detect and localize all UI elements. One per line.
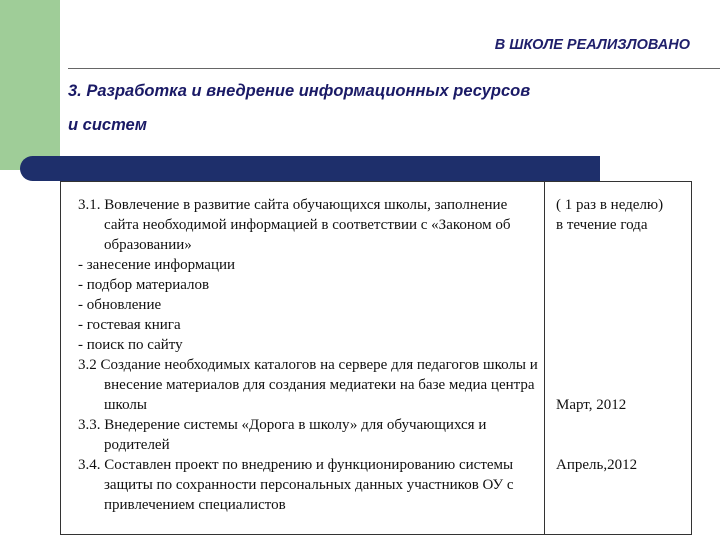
header-rule: [68, 68, 720, 69]
item-3-1: 3.1. Вовлечение в развитие сайта обучающихся школы, заполнение сайта необходимой информацией в соответствии с «Законом об образовании»: [78, 197, 511, 253]
date-march: Март, 2012: [556, 397, 627, 413]
subitem-update: - обновление: [78, 297, 162, 313]
column-divider: [544, 181, 545, 535]
subitem-guestbook: - гостевая книга: [78, 317, 181, 333]
title-line-1: 3. Разработка и внедрение информационных ресурсов: [68, 82, 531, 100]
item-3-2: 3.2 Создание необходимых каталогов на сервере для педагогов школы и внесение материалов для создания медиатеки на базе медиа центра школы: [78, 357, 538, 413]
date-april: Апрель,2012: [556, 457, 638, 473]
schedule-cell: [556, 195, 663, 235]
item-3-4: 3.4. Составлен проект по внедрению и функционированию системы защиты по сохранности персональных данных участников ОУ с привлечением специалистов: [78, 457, 514, 513]
item-3-3: 3.3. Внедерение системы «Дорога в школу» для обучающихся и родителей: [78, 417, 487, 453]
title-bar: [20, 156, 600, 181]
header-label: В ШКОЛЕ РЕАЛИЗЛОВАНО: [494, 37, 690, 53]
subitem-entry: - занесение информации: [78, 257, 236, 273]
title-line-2: и систем: [68, 116, 147, 134]
slide-title: [68, 74, 668, 142]
activities-column: [78, 195, 538, 515]
subitem-materials: - подбор материалов: [78, 277, 210, 293]
schedule-line-2: в течение года: [556, 217, 648, 233]
schedule-line-1: ( 1 раз в неделю): [556, 197, 664, 213]
subitem-search: - поиск по сайту: [78, 337, 183, 353]
